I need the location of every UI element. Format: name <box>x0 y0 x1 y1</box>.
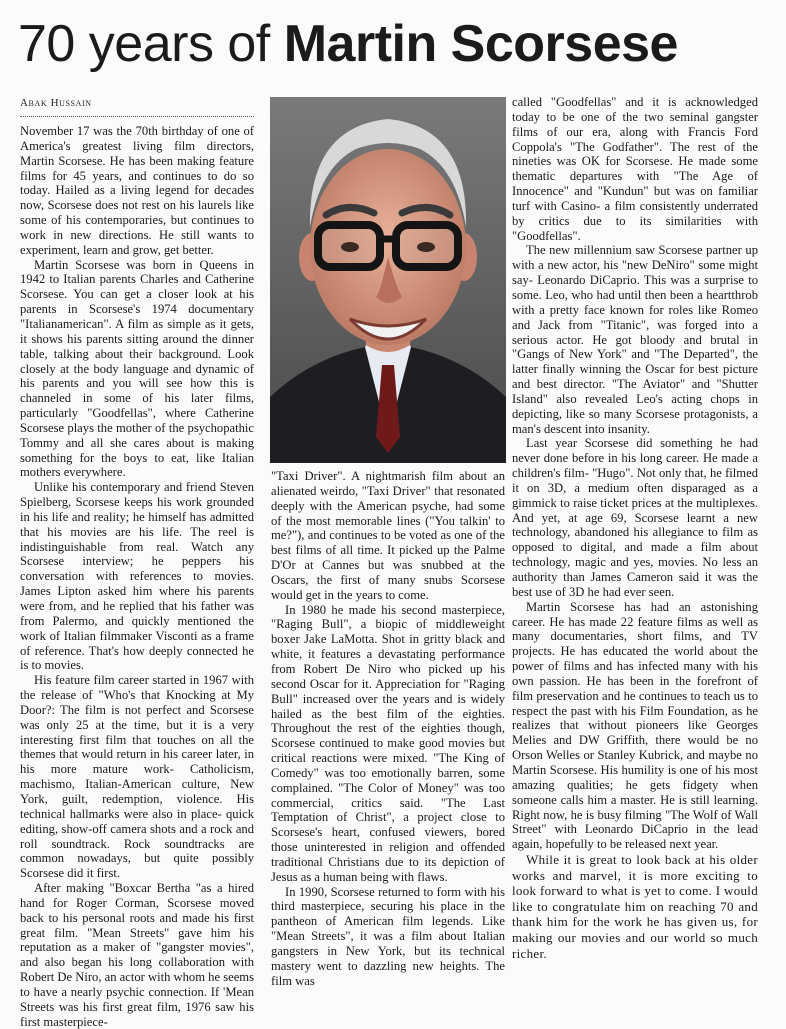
closing-paragraph: While it is great to look back at his older works and marvel, it is more exciting to look forward to what is yet to come. I would like to congratulate him on reaching 70 and thank him for the work he has given us, for making our movies and our world so much richer. <box>512 852 758 961</box>
column-3 <box>512 95 758 961</box>
column-2 <box>271 469 505 989</box>
portrait-photo <box>270 97 506 463</box>
paragraph: Unlike his contemporary and friend Steven Spielberg, Scorsese keeps his work grounded in his life and reality; he himself has admitted that his movies are his life. The reel is indistinguishable from real. Watch any Scorsese interview; he peppers his conversation with references to movies. James Lipton asked him where his parents were from, and he replied that his father was from Palermo, and quickly mentioned the work of Italian filmmaker Visconti as a frame of reference. That's how deeply connected he is to movies. <box>20 480 254 673</box>
paragraph: "Taxi Driver". A nightmarish film about an alienated weirdo, "Taxi Driver" that resonated deeply with the American psyche, had some of the most memorable lines ("You talkin' to me?"), and continues to be voted as one of the best films of all time. It picked up the Palme D'Or at Cannes but was snubbed at the Oscars, the first of many snubs Scorsese would get in the years to come. <box>271 469 505 602</box>
paragraph: Martin Scorsese was born in Queens in 1942 to Italian parents Charles and Catherine Scorsese. You can get a closer look at his parents in Scorsese's 1974 documentary "Italianamerican". A film as simple as it gets, it shows his parents sitting around the dinner table, talking about their background. Look closely at the body language and dynamic of his parents and you will see how this is channeled in some of his later films, particularly "Goodfellas", where Catherine Scorsese plays the mother of the psychopathic Tommy and all she cares about is making something for the boys to eat, like Italian mothers everywhere. <box>20 257 254 480</box>
paragraph: The new millennium saw Scorsese partner up with a new actor, his "new DeNiro" some might say- Leonardo DiCaprio. This was a surprise to some. Leo, who had until then been a heartthrob with a pretty face known for roles like Romeo and Jack from "Titanic", was forged into a serious actor. He got bloody and brutal in "Gangs of New York" and "The Departed", the latter finally winning the Oscar for best picture and best director. "The Aviator" and "Shutter Island" also revealed Leo's acting chops in depicting, like so many Scorsese protagonists, a man's descent into insanity. <box>512 243 758 436</box>
byline-divider <box>20 116 254 117</box>
headline-light: 70 years of <box>18 15 270 73</box>
paragraph: called "Goodfellas" and it is acknowledged today to be one of the two seminal gangster films of our era, along with Francis Ford Coppola's "The Godfather". The rest of the nineties was OK for Scorsese. He made some thematic departures with "The Age of Innocence" and "Kundun" but was on familiar turf with Casino- a film consistently underrated by critics due to its similarities with "Goodfellas". <box>512 95 758 243</box>
paragraph: Last year Scorsese did something he had never done before in his long career. He made a children's film- "Hugo". Not only that, he filmed it on 3D, a medium often disparaged as a gimmick to raise ticket prices at the multiplexes. And yet, at age 69, Scorsese learnt a new technology, abandoned his allegiance to film as opposed to digital, and made a film about technology, magic and yes, movies. No less an authority than James Cameron said it was the best use of 3D he had ever seen. <box>512 436 758 599</box>
paragraph: November 17 was the 70th birthday of one of America's greatest living film directors, Martin Scorsese. He has been making feature films for 45 years, and continues to do so today. Hailed as a living legend for decades now, Scorsese does not rest on his laurels like some of his contemporaries, but continues to work in new directions. He still wants to experiment, learn and grow, get better. <box>20 124 254 257</box>
byline: Abak Hussain <box>20 97 92 109</box>
paragraph: In 1980 he made his second masterpiece, "Raging Bull", a biopic of middleweight boxer Jake LaMotta. Shot in gritty black and white, it features a devastating performance from Robert De Niro who picked up his second Oscar for it. Appreciation for "Raging Bull" increased over the years and is widely hailed as the best film of the eighties. Throughout the rest of the eighties though, Scorsese continued to make good movies but critical reactions were mixed. "The King of Comedy" was too emotionally barren, some complained. "The Color of Money" was too commercial, critics said. "The Last Temptation of Christ", a project close to Scorsese's heart, confused viewers, bored those uninterested in religion and offended traditional Christians due to its depiction of Jesus as a human being with flaws. <box>271 602 505 884</box>
paragraph: In 1990, Scorsese returned to form with his third masterpiece, securing his place in the pantheon of American film legends. Like "Mean Streets", it was a film about Italian gangsters in New York, but its technical mastery went to dazzling new heights. The film was <box>271 884 505 988</box>
portrait-illustration <box>270 97 506 463</box>
paragraph: His feature film career started in 1967 with the release of "Who's that Knocking at My Door?: The film is not perfect and Scorsese was only 25 at the time, but it is a very interesting first film that touches on all the themes that would return in his career later, in his more mature work- Catholicism, machismo, Italian-American culture, New York, guilt, redemption, violence. His technical hallmarks were also in place- quick editing, show-off camera shots and a rock and roll soundtrack. Rock soundtracks are common nowadays, but quite possibly Scorsese did it first. <box>20 673 254 881</box>
column-1 <box>20 124 254 1029</box>
headline <box>18 12 678 76</box>
headline-bold: Martin Scorsese <box>283 15 678 73</box>
paragraph: Martin Scorsese has had an astonishing career. He has made 22 feature films as well as many documentaries, short films, and TV projects. He has educated the world about the power of films and has infected many with his own passion. He has been in the forefront of film preservation and he continues to teach us to respect the past with his Film Foundation, as he realizes that without pioneers like Georges Melies and DW Griffith, there would be no Orson Welles or Stanley Kubrick, and maybe no Martin Scorsese. His humility is one of his most amazing qualities; he gets fidgety when someone calls him a master. He is still learning. Right now, he is busy filming "The Wolf of Wall Street" with Leonardo DiCaprio in the lead again, hopefully to be released next year. <box>512 599 758 852</box>
paragraph: After making "Boxcar Bertha "as a hired hand for Roger Corman, Scorsese moved back to his personal roots and made his first great film. "Mean Streets" gave him his reputation as a maker of "gangster movies", and also began his long collaboration with Robert De Niro, an actor with whom he seems to have a nearly psychic connection. If 'Mean Streets was his first great film, 1976 saw his first masterpiece- <box>20 881 254 1029</box>
